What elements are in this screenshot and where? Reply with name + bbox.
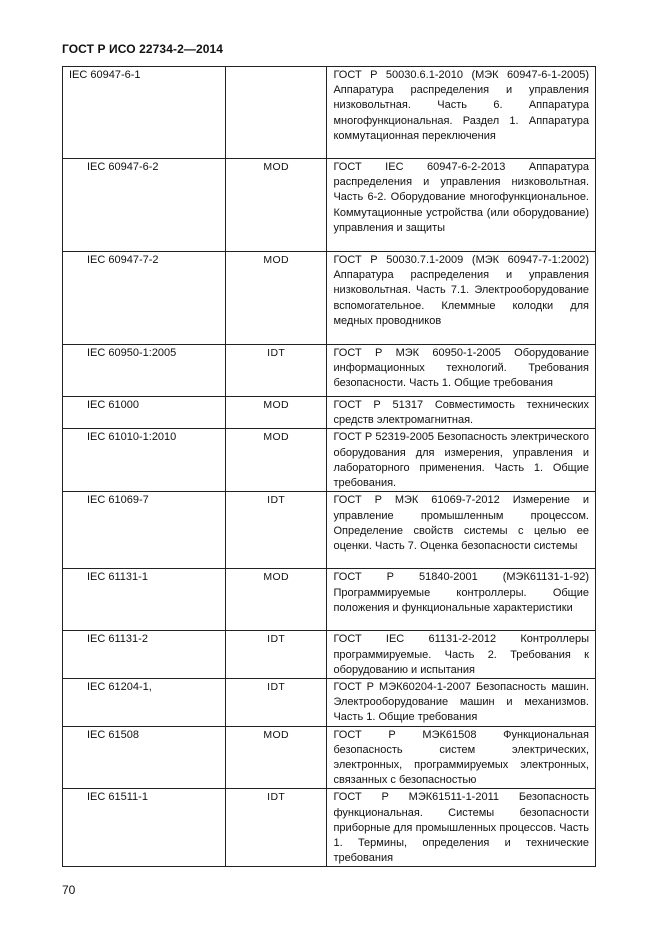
gost-cell: ГОСТ Р 51840-2001 (МЭК61131-1-92) Программируемые контроллеры. Общие положения и функциональные характеристики [327,569,596,631]
gost-cell: ГОСТ Р 50030.6.1-2010 (МЭК 60947-6-1-2005) Аппаратура распределения и управления низковольтная. Часть 6. Аппаратура многофункциональная. Раздел 1. Аппаратура коммутационная переключения [327,67,596,159]
gost-cell: ГОСТ Р МЭК61508 Функциональная безопасность систем электрических, электронных, программируемых электронных, связанных с безопасностью [327,726,596,789]
degree-cell: MOD [225,726,327,789]
gost-cell: ГОСТ Р МЭК 61069-7-2012 Измерение и управление промышленным процессом. Определение свойств системы с целью ее оценки. Часть 7. Оценка безопасности системы [327,492,596,569]
table-row [63,631,596,679]
standard-cell: IEC 61511-1 [63,789,226,867]
table-row [63,429,596,492]
degree-cell: IDT [225,345,327,397]
standard-cell: IEC 61508 [63,726,226,789]
degree-cell: IDT [225,492,327,569]
page-number: 70 [62,883,76,897]
table-row [63,679,596,727]
gost-cell: ГОСТ Р 51317 Совместимость технических средств электромагнитная. [327,397,596,429]
gost-cell: ГОСТ Р 50030.7.1-2009 (МЭК 60947-7-1:2002) Аппаратура распределения и управления низковольтная. Часть 7.1. Электрооборудование вспомогательное. Клеммные колодки для медных проводников [327,252,596,345]
degree-cell: MOD [225,569,327,631]
gost-cell: ГОСТ IEC 60947-6-2-2013 Аппаратура распределения и управления низковольтная. Часть 6-2. Оборудование многофункциональное. Коммутационные устройства (или оборудование) управления и защиты [327,159,596,252]
standard-cell: IEC 60950-1:2005 [63,345,226,397]
degree-cell: MOD [225,429,327,492]
standard-cell: IEC 61069-7 [63,492,226,569]
standard-cell: IEC 60947-6-1 [63,67,226,159]
document-header: ГОСТ Р ИСО 22734-2—2014 [62,42,224,56]
table-row [63,397,596,429]
gost-cell: ГОСТ Р МЭК61511-1-2011 Безопасность функциональная. Системы безопасности приборные для промышленных процессов. Часть 1. Термины, определения и технические требования [327,789,596,867]
degree-cell: IDT [225,789,327,867]
standard-cell: IEC 61010-1:2010 [63,429,226,492]
table-row [63,252,596,345]
standard-cell: IEC 60947-7-2 [63,252,226,345]
standard-cell: IEC 61131-2 [63,631,226,679]
standard-cell: IEC 60947-6-2 [63,159,226,252]
correspondence-table [62,66,596,867]
standard-cell: IEC 61131-1 [63,569,226,631]
gost-cell: ГОСТ Р 52319-2005 Безопасность электрического оборудования для измерения, управления и лабораторного применения. Часть 1. Общие требования. [327,429,596,492]
table-row [63,67,596,159]
gost-cell: ГОСТ IEC 61131-2-2012 Контроллеры программируемые. Часть 2. Требования к оборудованию и испытания [327,631,596,679]
standard-cell: IEC 61000 [63,397,226,429]
degree-cell: IDT [225,679,327,727]
gost-cell: ГОСТ Р МЭК 60950-1-2005 Оборудование информационных технологий. Требования безопасности. Часть 1. Общие требования [327,345,596,397]
table-row [63,345,596,397]
degree-cell: MOD [225,252,327,345]
table-row [63,726,596,789]
gost-cell: ГОСТ Р МЭК60204-1-2007 Безопасность машин. Электрооборудование машин и механизмов. Часть 1. Общие требования [327,679,596,727]
table-row [63,159,596,252]
table-row [63,492,596,569]
degree-cell: MOD [225,397,327,429]
degree-cell: MOD [225,159,327,252]
table-row [63,789,596,867]
degree-cell [225,67,327,159]
standard-cell: IEC 61204-1, [63,679,226,727]
degree-cell: IDT [225,631,327,679]
table-row [63,569,596,631]
